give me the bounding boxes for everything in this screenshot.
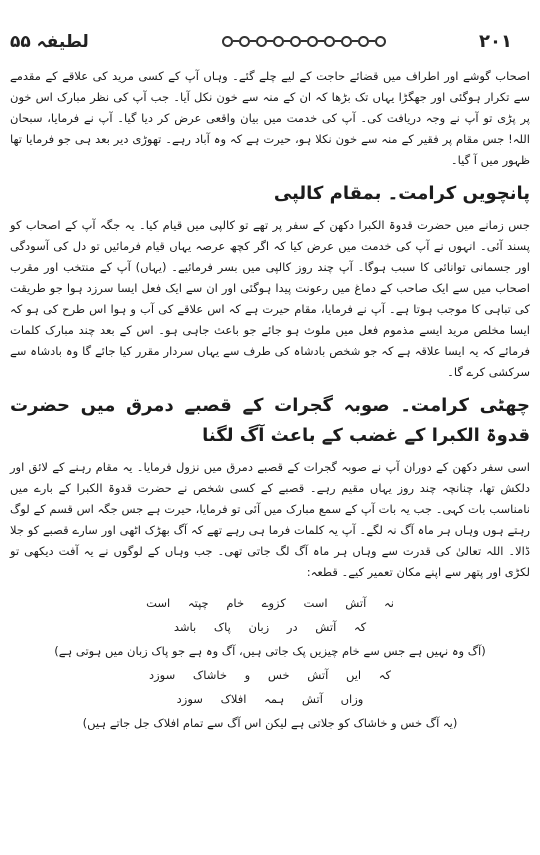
poem-translation-2: (یہ آگ خس و خاشاک کو جلاتی ہے لیکن اس آگ سے تمام افلاک جل جاتے ہیں) (82, 716, 458, 730)
paragraph-2: جس زمانے میں حضرت قدوۃ الکبرا دکھن کے سفر پر تھے تو کالپی میں قیام کیا۔ یہ جگہ آپ کے اصحاب کو پسند آئی۔ انہوں نے آپ کی خدمت میں عرض کیا کہ اگر کچھ عرصہ یہاں قیام فرمائیں تو دل کی آسودگی اور جسمانی توانائی کا سبب ہوگا۔ آپ چند روز کالپی میں بسر فرمائیے۔ (یہاں) آپ کے منتخب اور مقرب اصحاب میں سے ایک صاحب کے دماغ میں رعونت پیدا ہوگئی اور ان سے ایک فعل ایسا سرزد ہوا جو طریقت کی تباہی کا موجب ہوتا ہے۔ آپ نے فرمایا، مقام حیرت ہے کہ اس علاقے کی آب و ہوا اس طرح کی ہو کہ ایسا مخلص مرید ایسے مذموم فعل میں ملوث ہو جائے جو باعث جاہی ہو۔ اس کے بعد چند مبارک کلمات فرمائے کہ یہ ایسا علاقہ ہے کہ جو شخص بادشاہ کی طرف سے یہاں سردار مقرر کیا جائے گا وہ بادشاہ سے سرکشی کرے گا۔ (10, 218, 530, 379)
poem-verse-1: نہ آتش است کزوے خام چپتہ است (146, 596, 394, 610)
poem-verse-4: وزاں آتش ہمہ افلاک سوزد (176, 692, 364, 706)
page-body (10, 66, 530, 735)
heading-fifth-karamat: پانچویں کرامت۔ بمقام کالپی (273, 183, 530, 204)
heading-sixth-karamat: چھٹی کرامت۔ صوبہ گجرات کے قصبے دمرق میں حضرت قدوۃ الکبرا کے غضب کے باعث آگ لگنا (10, 395, 530, 446)
poem-translation-1: (آگ وہ نہیں ہے جس سے خام چیزیں پک جاتی ہیں، آگ وہ ہے جو پاک زبان میں ہوتی ہے) (54, 644, 486, 658)
page-header (10, 26, 530, 56)
poem-verse-2: کہ آتش در زبان پاک باشد (173, 620, 367, 634)
poem-block (10, 591, 530, 735)
paragraph-1: اصحاب گوشے اور اطراف میں قضائے حاجت کے لیے چلے گئے۔ وہاں آپ کے کسی مرید کی علاقے کے مقدمے سے تکرار ہوگئی اور جھگڑا یہاں تک بڑھا کہ ان کے منہ سے خون نکل آیا۔ جب آپ کی نظر مبارک اس خون پر پڑی تو آپ نے وجہ دریافت کی۔ آپ کی خدمت میں بیان واقعی عرض کر دیا گیا۔ آپ نے فرمایا، سبحان اللہ! جس مقام پر فقیر کے منہ سے خون نکلا ہو، حیرت ہے کہ وہ آباد رہے۔ تھوڑی دیر بعد ہی جو فرمایا تھا ظہور میں آ گیا۔ (10, 69, 530, 167)
poem-verse-3: کہ ایں آتش خس و خاشاک سوزد (149, 668, 391, 682)
page-number: ۲۰۱ (479, 30, 512, 52)
header-ornament (222, 36, 386, 47)
paragraph-3: اسی سفر دکھن کے دوران آپ نے صوبہ گجرات کے قصبے دمرق میں نزول فرمایا۔ یہ مقام رہنے کے لائق اور دلکش تھا، چنانچہ چند روز یہاں مقیم رہے۔ قصبے کے کسی شخص نے حضرت قدوۃ الکبرا کے بارے میں نامناسب بات کہی۔ جب یہ بات آپ کے سمع مبارک میں آئی تو فرمایا، حیرت ہے جس جگہ اس قسم کے لوگ رہتے ہوں وہاں ہر ماہ آگ نہ لگے۔ آپ یہ کلمات فرما ہی رہے تھے کہ آگ بھڑک اٹھی اور سارے قصبے کو جلا ڈالا۔ اللہ تعالیٰ کی قدرت سے وہاں ہر ماہ آگ لگ جاتی تھی۔ جب وہاں کے لوگوں نے یہ آفت دیکھی تو لکڑی اور پتھر سے اپنے مکان تعمیر کیے۔ قطعہ: (10, 460, 530, 579)
chapter-label: لطیفہ ۵۵ (10, 31, 89, 52)
